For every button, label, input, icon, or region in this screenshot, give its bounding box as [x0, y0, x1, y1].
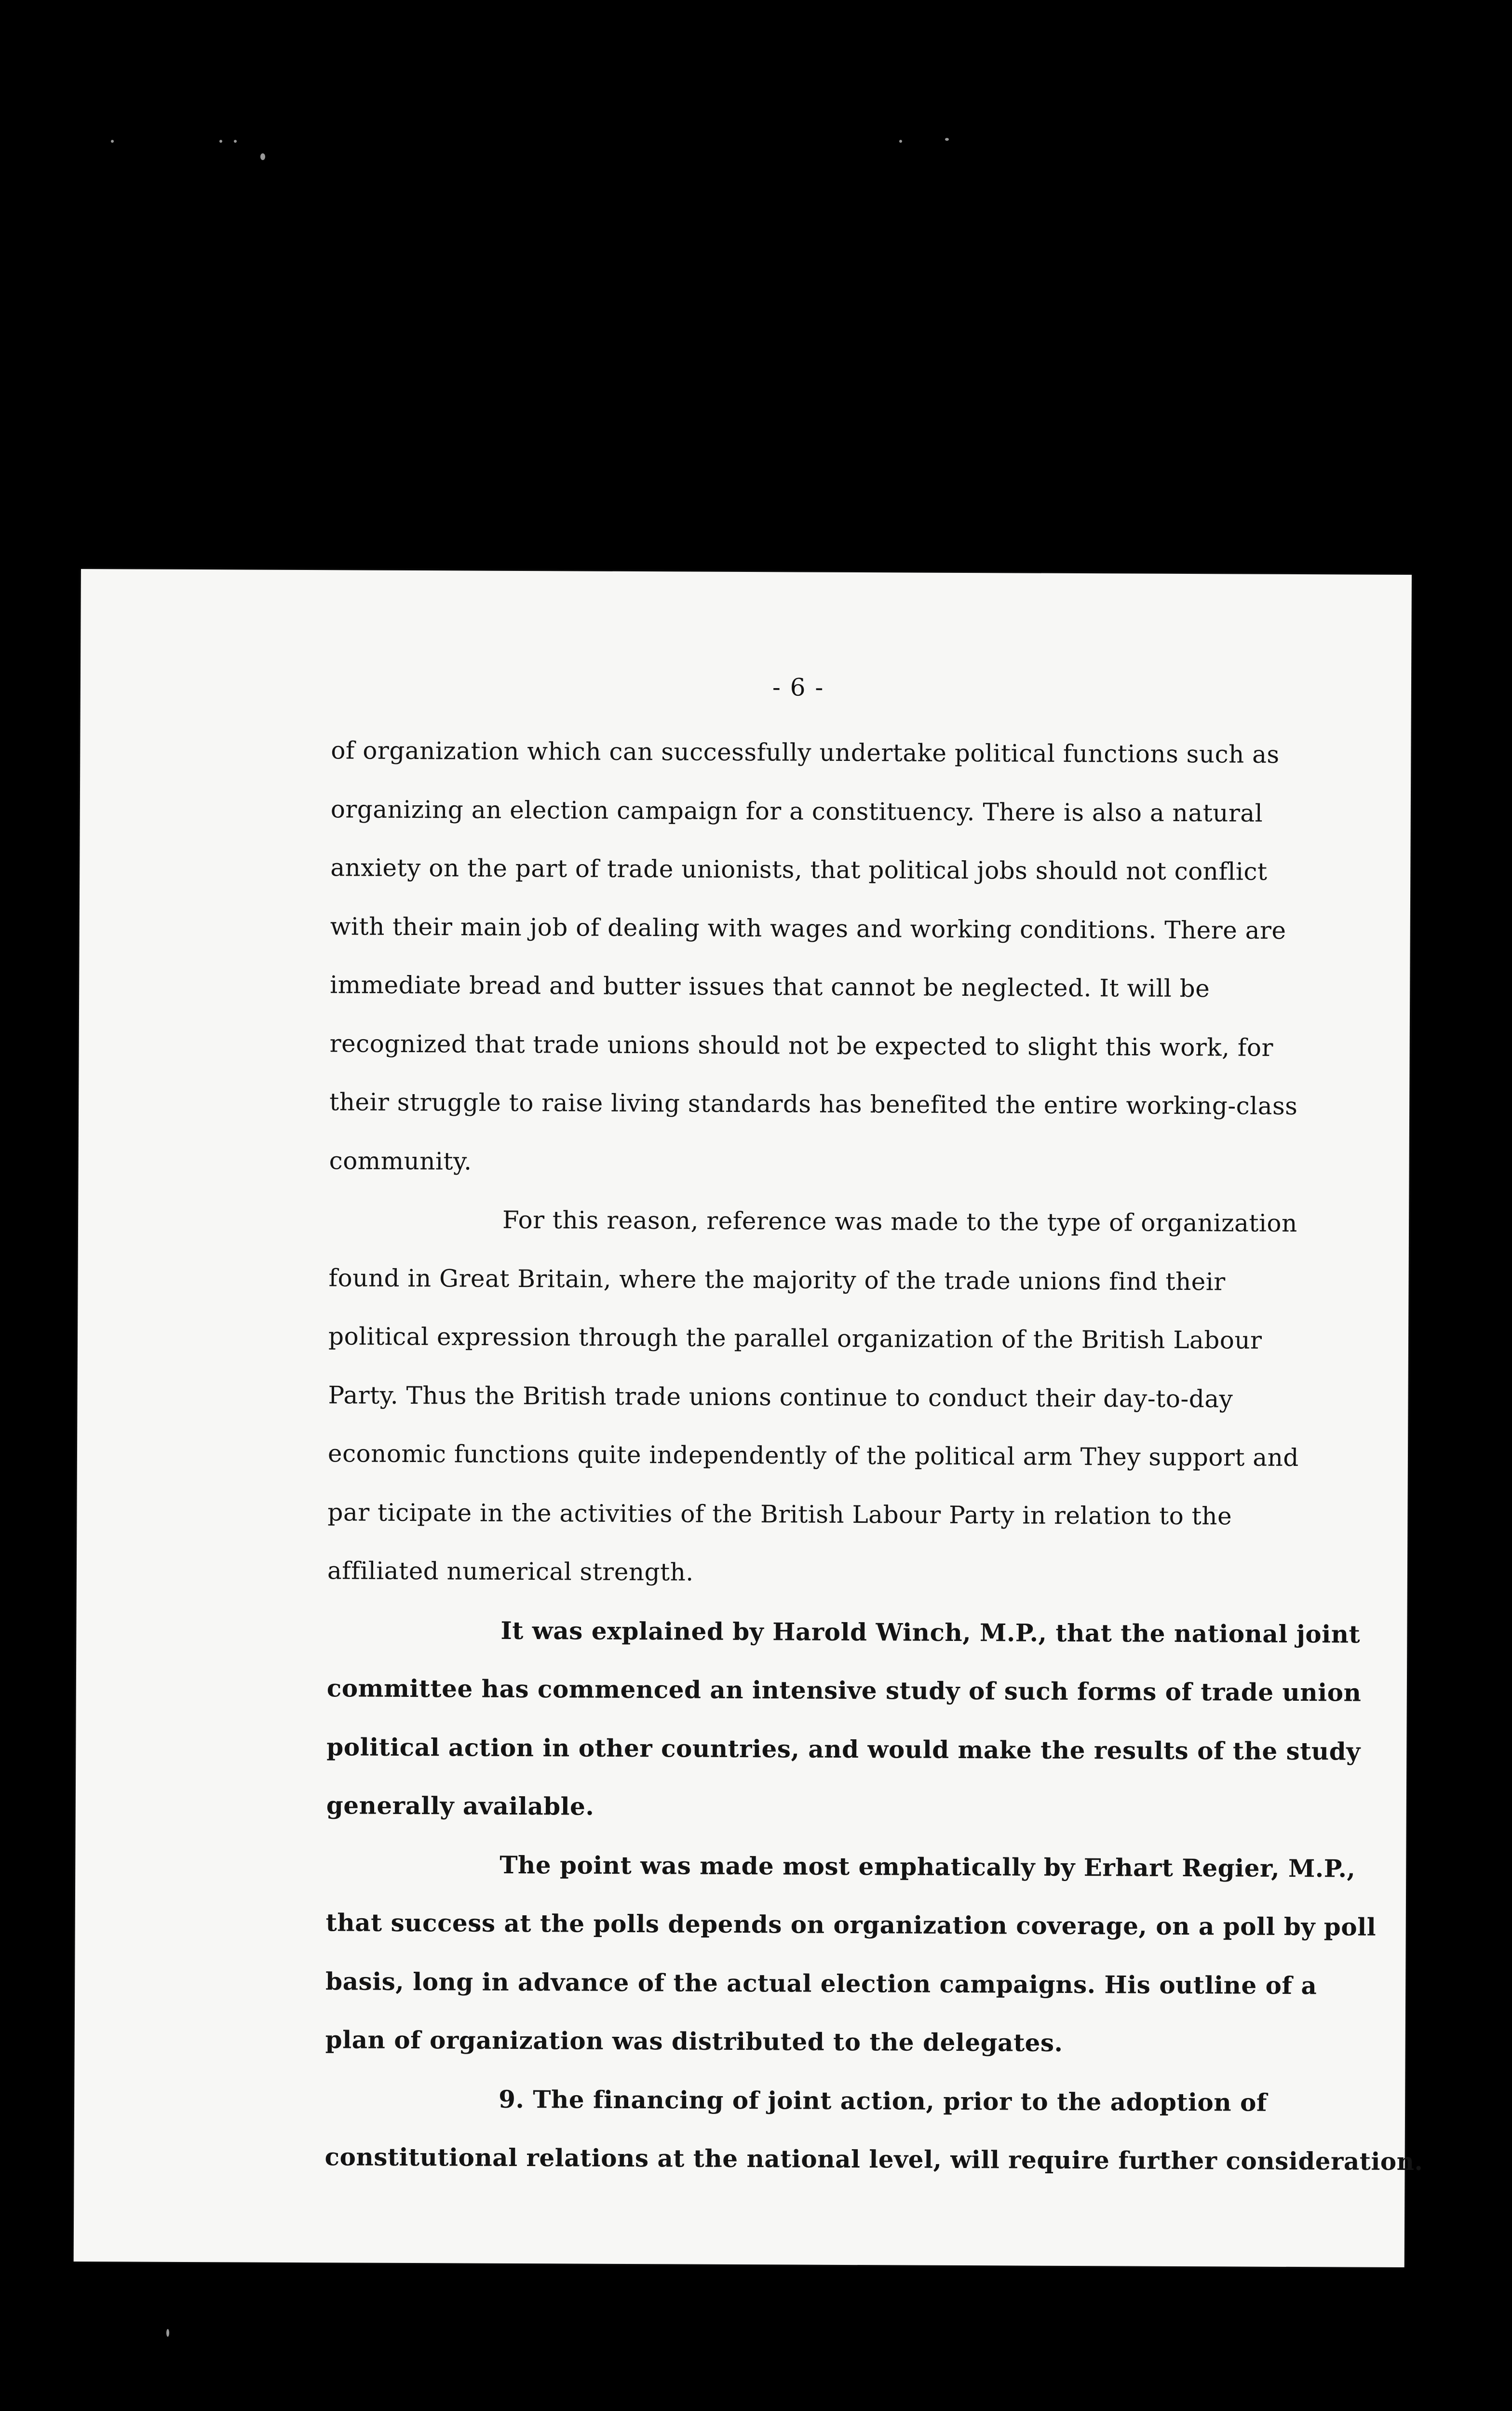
- text-line: of organization which can successfully undertake political functions such as: [331, 736, 1280, 769]
- film-speck: [260, 153, 265, 160]
- text-line: generally available.: [326, 1791, 594, 1821]
- text-line: political action in other countries, and would make the results of the study: [326, 1732, 1361, 1766]
- text-line: par ticipate in the activities of the British Labour Party in relation to the: [327, 1498, 1232, 1530]
- film-speck: [111, 140, 114, 143]
- text-line: affiliated numerical strength.: [327, 1557, 694, 1586]
- text-line: committee has commenced an intensive study of such forms of trade union: [326, 1674, 1362, 1707]
- film-speck: [899, 140, 902, 143]
- page-number: - 6 -: [772, 673, 824, 702]
- film-speck: [219, 140, 222, 143]
- text-line: For this reason, reference was made to the type of organization: [502, 1206, 1297, 1238]
- text-line: anxiety on the part of trade unionists, that political jobs should not conflict: [330, 853, 1268, 886]
- film-speck: [945, 138, 949, 141]
- text-line: It was explained by Harold Winch, M.P., that the national joint: [500, 1616, 1361, 1649]
- text-line: plan of organization was distributed to the delegates.: [325, 2025, 1063, 2057]
- text-line: constitutional relations at the national level, will require further consideration.: [324, 2142, 1423, 2176]
- document-page: [74, 569, 1423, 2267]
- text-line: organizing an election campaign for a constituency. There is also a natural: [330, 795, 1263, 827]
- text-line: found in Great Britain, where the majority of the trade unions find their: [328, 1263, 1226, 1296]
- text-line: economic functions quite independently of the political arm They support and: [327, 1439, 1299, 1472]
- film-speck: [234, 140, 237, 143]
- text-line: community.: [329, 1146, 472, 1176]
- text-line: recognized that trade unions should not be expected to slight this work, for: [329, 1029, 1274, 1062]
- text-line: that success at the polls depends on organization coverage, on a poll by poll: [325, 1908, 1377, 1941]
- text-line: with their main job of dealing with wages and working conditions. There are: [330, 912, 1286, 945]
- text-line: basis, long in advance of the actual election campaigns. His outline of a: [325, 1966, 1317, 2000]
- document-body: [81, 569, 1423, 2176]
- text-line: immediate bread and butter issues that cannot be neglected. It will be: [330, 971, 1210, 1003]
- text-line: their struggle to raise living standards has benefited the entire working-class: [329, 1088, 1298, 1121]
- text-line: political expression through the parallel organization of the British Labour: [328, 1322, 1262, 1354]
- text-line: 9. The financing of joint action, prior to the adoption of: [499, 2085, 1268, 2117]
- text-line: Party. Thus the British trade unions continue to conduct their day-to-day: [328, 1381, 1233, 1413]
- film-speck: [166, 2329, 169, 2337]
- text-line: The point was made most emphatically by Erhart Regier, M.P.,: [500, 1850, 1356, 1883]
